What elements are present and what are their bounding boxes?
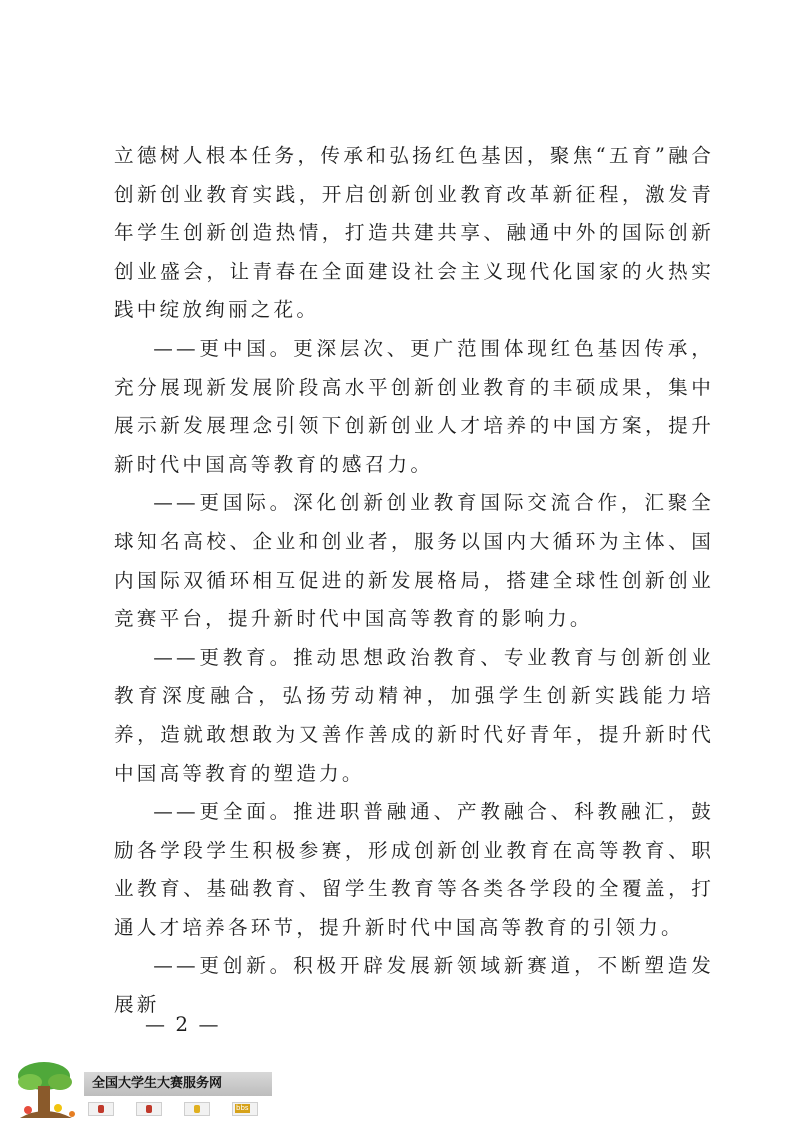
paragraph: ——更中国。更深层次、更广范围体现红色基因传承，充分展现新发展阶段高水平创新创业教育的丰硕成果，集中展示新发展理念引领下创新创业人才培养的中国方案，提升新时代中国高等教育的感召力。 <box>114 336 714 476</box>
paragraph: 立德树人根本任务，传承和弘扬红色基因，聚焦“五育”融合创新创业教育实践，开启创新创业教育改革新征程，激发青年学生创新创造热情，打造共建共享、融通中外的国际创新创业盛会，让青春在全面建设社会主义现代化国家的火热实践中绽放绚丽之花。 <box>114 144 714 322</box>
site-name: 全国大学生大赛服务网 <box>84 1072 272 1096</box>
paragraph: ——更全面。推进职普融通、产教融合、科教融汇，鼓励各学段学生积极参赛，形成创新创业教育在高等教育、职业教育、基础教育、留学生教育等各类各学段的全覆盖，打通人才培养各环节，提升新时代中国高等教育的引领力。 <box>114 800 714 939</box>
paragraph: ——更国际。深化创新创业教育国际交流合作，汇聚全球知名高校、企业和创业者，服务以国内大循环为主体、国内国际双循环相互促进的新发展格局，搭建全球性创新创业竞赛平台，提升新时代中国高等教育的影响力。 <box>114 491 714 631</box>
home-icon <box>184 1102 210 1116</box>
body-text <box>114 137 714 1025</box>
person-icon <box>88 1102 114 1116</box>
paragraph: ——更教育。推动思想政治教育、专业教育与创新创业教育深度融合，弘扬劳动精神，加强学生创新实践能力培养，造就敢想敢为又善作善成的新时代好青年，提升新时代中国高等教育的塑造力。 <box>114 645 714 785</box>
tree-icon <box>16 1058 86 1124</box>
page-number: — 2 — <box>145 1012 221 1036</box>
bbs-icon: bbs <box>232 1102 258 1116</box>
person-icon <box>136 1102 162 1116</box>
watermark-nav <box>88 1102 268 1114</box>
site-watermark-logo <box>16 1058 266 1124</box>
paragraph: ——更创新。积极开辟发展新领域新赛道，不断塑造发展新 <box>114 954 714 1017</box>
